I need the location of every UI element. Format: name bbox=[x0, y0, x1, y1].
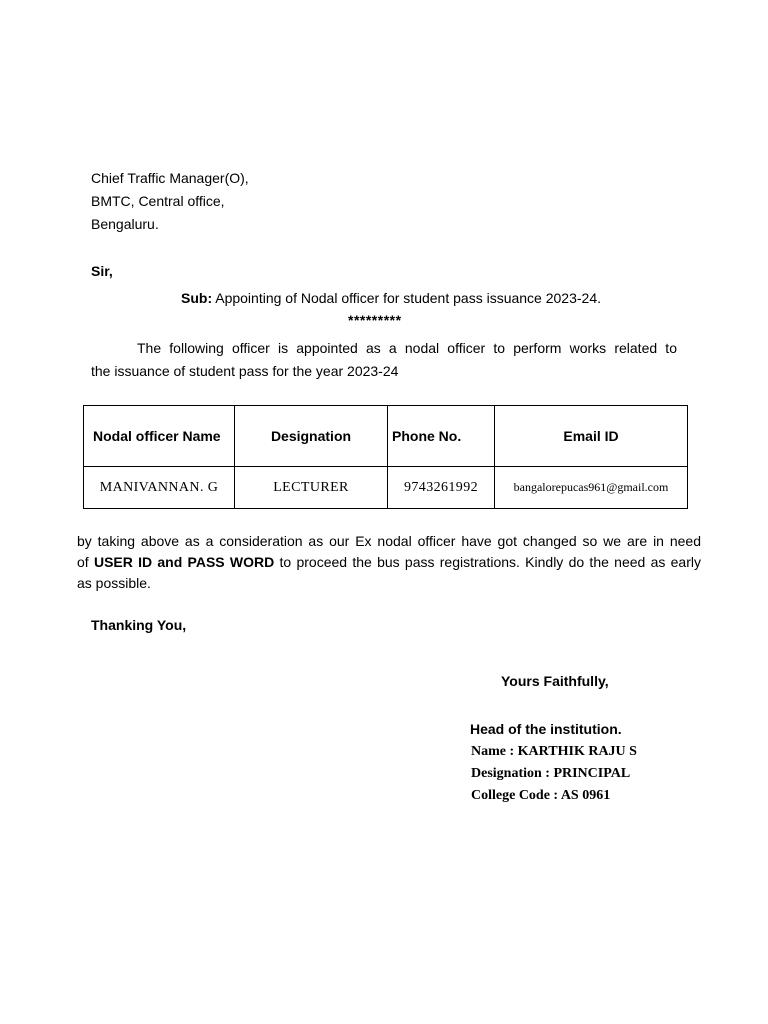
body-paragraph-1-line-2: the issuance of student pass for the year 2023-24 bbox=[91, 363, 399, 379]
cell-phone: 9743261992 bbox=[388, 467, 495, 509]
header-nodal-officer-name: Nodal officer Name bbox=[84, 406, 235, 467]
cell-officer-name: MANIVANNAN. G bbox=[84, 467, 235, 509]
recipient-line-1: Chief Traffic Manager(O), bbox=[91, 170, 249, 186]
college-code: College Code : AS 0961 bbox=[471, 788, 611, 803]
body-paragraph-2-line-2 bbox=[77, 552, 701, 573]
recipient-line-2: BMTC, Central office, bbox=[91, 193, 225, 209]
subject-line bbox=[181, 290, 601, 306]
salutation: Sir, bbox=[91, 263, 113, 279]
subject-label: Sub: bbox=[181, 290, 213, 306]
header-phone-no: Phone No. bbox=[388, 406, 495, 467]
header-designation: Designation bbox=[235, 406, 388, 467]
closing-line: Yours Faithfully, bbox=[501, 673, 609, 689]
header-email-id: Email ID bbox=[495, 406, 688, 467]
para2-suffix: to proceed the bus pass registrations. Kindly do the need as early bbox=[274, 554, 701, 570]
cell-email: bangalorepucas961@gmail.com bbox=[495, 467, 688, 509]
table-row bbox=[84, 467, 688, 509]
table-header-row bbox=[84, 406, 688, 467]
body-paragraph-2-line-3: as possible. bbox=[77, 575, 151, 591]
recipient-line-3: Bengaluru. bbox=[91, 216, 159, 232]
thanks-line: Thanking You, bbox=[91, 617, 187, 633]
body-paragraph-2-line-1: by taking above as a consideration as our Ex nodal officer have got changed so we are in need bbox=[77, 533, 701, 549]
signatory-designation: Designation : PRINCIPAL bbox=[471, 766, 631, 781]
credentials-emphasis: USER ID and PASS WORD bbox=[93, 554, 275, 570]
subject-separator: ********* bbox=[348, 312, 402, 328]
body-paragraph-1-line-1: The following officer is appointed as a nodal officer to perform works related to bbox=[137, 340, 677, 356]
signatory-name: Name : KARTHIK RAJU S bbox=[471, 744, 637, 759]
subject-text: Appointing of Nodal officer for student pass issuance 2023-24. bbox=[212, 290, 601, 306]
signatory-title: Head of the institution. bbox=[470, 721, 622, 737]
para2-prefix: of bbox=[77, 554, 94, 570]
nodal-officer-table bbox=[83, 405, 688, 509]
cell-designation: LECTURER bbox=[235, 467, 388, 509]
